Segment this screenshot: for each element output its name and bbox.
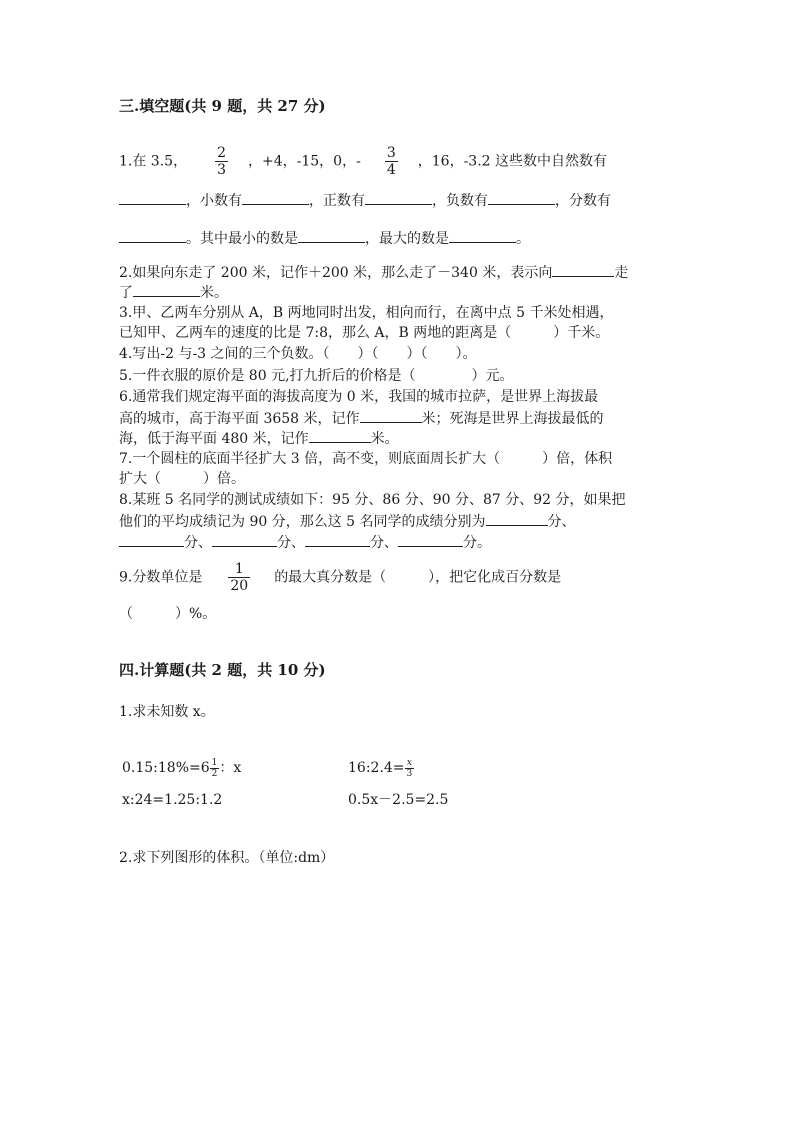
q8-line1: 8.某班 5 名同学的测试成绩如下：95 分、86 分、90 分、87 分、92 分，如果把 [119,492,626,508]
answer-blank[interactable] [486,511,548,526]
q9-line2: （ ）%。 [119,606,217,622]
q6-text: 海，低于海平面 480 米，记作 [119,431,309,447]
q2-text: 了 [119,285,133,301]
fraction-x-3 [405,758,415,779]
q9-fraction-1-20 [228,561,250,594]
q1-text: ，最大的数是 [365,231,449,247]
answer-blank[interactable] [119,532,184,547]
q2-line2 [119,282,228,303]
q6-text: 米；死海是世界上海拔最低的 [421,411,604,427]
answer-blank[interactable] [449,228,516,243]
frac-den: 20 [230,578,249,594]
eq-text: 16:2.4= [348,760,405,776]
frac-den: 3 [217,162,226,178]
q6-line3 [119,428,399,449]
q1-text: ，正数有 [309,193,365,209]
eq-text: 0.15:18%=6 [122,760,210,776]
frac-num: 1 [228,561,250,578]
frac-num: 3 [386,145,396,161]
q6-text: 高的城市，高于海平面 3658 米，记作 [119,411,360,427]
answer-blank[interactable] [365,190,432,205]
q1-text-a: 1.在 3.5， [119,153,188,170]
q1-fraction-3-4 [385,145,398,178]
q7-line2: 扩大（ ）倍。 [119,471,245,487]
q8-text: 分。 [463,535,491,551]
q1-line3 [119,228,530,249]
answer-blank[interactable] [309,428,371,443]
q1-line1 [119,145,607,178]
q2-text: 2.如果向东走了 200 米，记作＋200 米，那么走了－340 米，表示向 [119,265,553,281]
eq-text: ：x [219,760,242,776]
q6-line2 [119,408,604,429]
answer-blank[interactable] [305,532,370,547]
frac-num: 1 [211,757,218,768]
frac-den: 4 [386,162,396,178]
answer-blank[interactable] [552,262,614,277]
answer-blank[interactable] [398,532,463,547]
q1-text-b: ，+4，-15，0，- [248,153,361,170]
answer-blank[interactable] [242,190,309,205]
answer-blank[interactable] [119,228,186,243]
q4-line1: 4.写出-2 与-3 之间的三个负数。（ ）（ ）（ ）。 [119,346,477,362]
q8-text: 分、 [277,535,305,551]
answer-blank[interactable] [488,190,555,205]
q8-line2 [119,511,576,532]
q8-text: 分、 [370,535,398,551]
s4-q2-title: 2.求下列图形的体积。（单位:dm） [119,850,335,866]
q8-text: 分、 [547,514,576,530]
section3-heading: 三.填空题(共 9 题，共 27 分) [119,97,326,115]
answer-blank[interactable] [212,532,277,547]
answer-blank[interactable] [119,190,186,205]
section4-heading: 四.计算题(共 2 题，共 10 分) [119,661,326,679]
mixed-fraction-1-2 [210,758,220,779]
q2-text: 走 [614,265,629,281]
q6-line1: 6.通常我们规定海平面的海拔高度为 0 米，我国的城市拉萨，是世界上海拔最 [119,389,599,405]
q1-text-c: ，16，-3.2 这些数中自然数有 [417,153,608,170]
frac-num: 2 [217,145,226,161]
q3-line2: 已知甲、乙两车的速度的比是 7:8，那么 A，B 两地的距离是（ ）千米。 [119,325,610,341]
q1-text: ，负数有 [432,193,488,209]
answer-blank[interactable] [360,408,422,423]
frac-den: 3 [406,768,413,779]
q1-text: 。其中最小的数是 [186,231,298,247]
frac-num: x [405,758,415,769]
frac-den: 2 [211,768,218,779]
q2-line1 [119,262,628,283]
q8-text: 分、 [184,535,212,551]
q8-text: 他们的平均成绩记为 90 分，那么这 5 名同学的成绩分别为 [119,514,486,530]
q8-line3 [119,532,491,553]
q9-text: 9.分数单位是 [119,569,203,586]
q3-line1: 3.甲、乙两车分别从 A，B 两地同时出发，相向而行，在离中点 5 千米处相遇， [119,305,614,321]
q9-line1 [119,561,561,594]
q5-line1: 5.一件衣服的原价是 80 元,打九折后的价格是（ ）元。 [119,368,514,384]
answer-blank[interactable] [298,228,365,243]
q1-text: 。 [516,231,530,247]
q1-line2 [119,190,611,211]
q6-text: 米。 [370,431,399,447]
q2-text: 米。 [200,285,228,301]
q7-line1: 7.一个圆柱的底面半径扩大 3 倍，高不变，则底面周长扩大（ ）倍，体积 [119,451,613,467]
q1-text: ，分数有 [555,193,611,209]
answer-blank[interactable] [133,282,200,297]
q1-text: ，小数有 [186,193,242,209]
equation-1 [122,755,241,781]
equation-2 [348,755,414,781]
q9-text: 的最大真分数是（ ），把它化成百分数是 [274,569,562,586]
q1-fraction-2-3 [215,145,228,178]
equation-3: x:24=1.25:1.2 [122,792,223,808]
s4-q1-title: 1.求未知数 x。 [119,704,215,720]
equation-4: 0.5x－2.5=2.5 [348,792,449,808]
